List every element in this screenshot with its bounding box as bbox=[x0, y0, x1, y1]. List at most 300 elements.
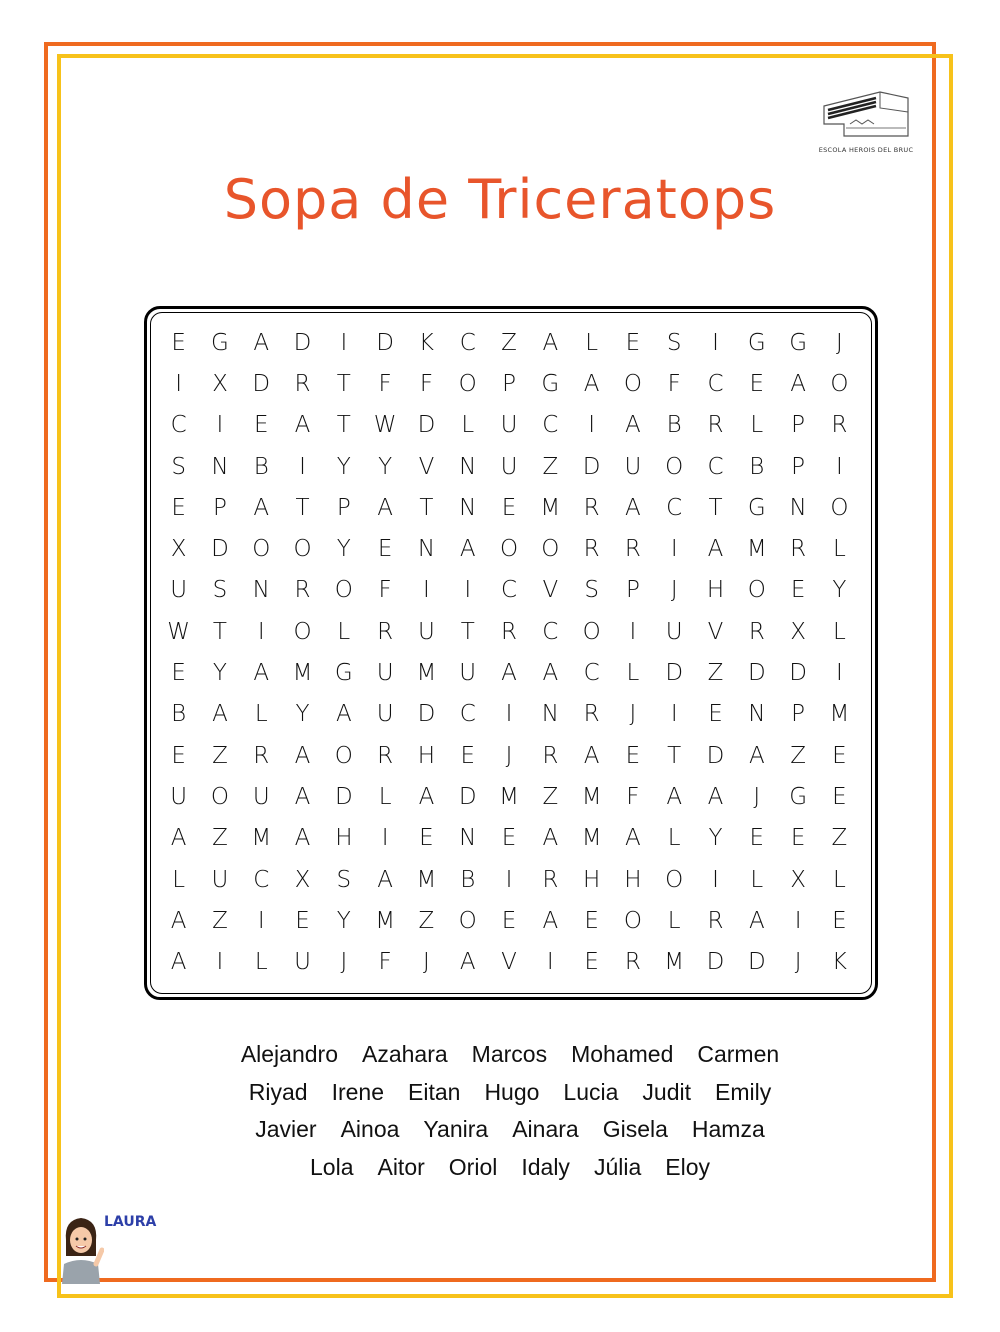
grid-cell[interactable]: A bbox=[459, 949, 476, 976]
grid-cell[interactable]: O bbox=[665, 453, 684, 480]
grid-cell[interactable]: O bbox=[623, 907, 642, 934]
grid-cell[interactable]: I bbox=[423, 577, 430, 604]
grid-cell[interactable]: Y bbox=[378, 453, 393, 480]
grid-cell[interactable]: I bbox=[836, 660, 843, 687]
grid-cell[interactable]: A bbox=[377, 494, 393, 521]
grid-cell[interactable]: I bbox=[588, 412, 596, 439]
grid-cell[interactable]: A bbox=[212, 701, 228, 728]
grid-cell[interactable]: A bbox=[459, 536, 476, 563]
grid-cell[interactable]: O bbox=[541, 536, 560, 563]
grid-cell[interactable]: Z bbox=[790, 742, 806, 769]
grid-cell[interactable]: A bbox=[542, 825, 559, 852]
grid-cell[interactable]: D bbox=[417, 701, 436, 728]
grid-cell[interactable]: U bbox=[418, 618, 435, 645]
grid-cell[interactable]: O bbox=[252, 536, 271, 563]
grid-cell[interactable]: A bbox=[542, 660, 559, 687]
grid-cell[interactable]: I bbox=[381, 825, 389, 852]
grid-cell[interactable]: E bbox=[501, 825, 517, 852]
grid-cell[interactable]: B bbox=[460, 866, 476, 893]
grid-cell[interactable]: X bbox=[790, 618, 806, 645]
grid-cell[interactable]: W bbox=[373, 412, 397, 439]
grid-cell[interactable]: L bbox=[750, 412, 764, 439]
grid-cell[interactable]: R bbox=[790, 536, 807, 563]
grid-cell[interactable]: R bbox=[294, 370, 311, 397]
grid-cell[interactable]: C bbox=[707, 453, 724, 480]
grid-cell[interactable]: I bbox=[505, 701, 513, 728]
grid-cell[interactable]: A bbox=[501, 660, 517, 687]
grid-cell[interactable]: R bbox=[748, 618, 765, 645]
grid-cell[interactable]: L bbox=[750, 866, 764, 893]
grid-cell[interactable]: Z bbox=[707, 660, 724, 687]
grid-cell[interactable]: L bbox=[461, 412, 475, 439]
grid-cell[interactable]: E bbox=[584, 907, 599, 934]
grid-cell[interactable]: M bbox=[540, 494, 561, 521]
grid-cell[interactable]: R bbox=[542, 742, 559, 769]
grid-cell[interactable]: U bbox=[500, 453, 518, 480]
grid-cell[interactable]: Z bbox=[501, 329, 517, 356]
grid-cell[interactable]: F bbox=[419, 370, 434, 397]
grid-cell[interactable]: N bbox=[211, 453, 229, 480]
grid-cell[interactable]: L bbox=[378, 783, 392, 810]
page-title: Sopa de Triceratops bbox=[223, 168, 777, 231]
grid-cell[interactable]: S bbox=[336, 866, 352, 893]
grid-cell[interactable]: P bbox=[791, 453, 806, 480]
grid-cell[interactable]: A bbox=[170, 907, 187, 934]
grid-cell[interactable]: Z bbox=[418, 907, 435, 934]
grid-cell[interactable]: X bbox=[294, 866, 311, 893]
grid-cell[interactable]: U bbox=[500, 412, 518, 439]
grid-cell[interactable]: O bbox=[458, 370, 477, 397]
grid-cell[interactable]: G bbox=[747, 329, 766, 356]
grid-cell[interactable]: P bbox=[625, 577, 640, 604]
grid-cell[interactable]: X bbox=[212, 370, 228, 397]
grid-cell[interactable]: O bbox=[830, 370, 849, 397]
grid-cell[interactable]: G bbox=[789, 783, 808, 810]
grid-cell[interactable]: C bbox=[459, 329, 476, 356]
grid-cell[interactable]: T bbox=[295, 494, 310, 521]
grid-cell[interactable]: A bbox=[170, 949, 187, 976]
grid-cell[interactable]: Y bbox=[336, 536, 351, 563]
grid-cell[interactable]: J bbox=[629, 701, 637, 728]
grid-cell[interactable]: A bbox=[625, 412, 641, 439]
grid-cell[interactable]: A bbox=[377, 866, 393, 893]
word-list-item: Javier bbox=[255, 1116, 317, 1143]
grid-cell[interactable]: D bbox=[582, 453, 601, 480]
grid-cell[interactable]: E bbox=[832, 742, 847, 769]
grid-cell[interactable]: E bbox=[295, 907, 310, 934]
grid-cell[interactable]: C bbox=[666, 494, 683, 521]
grid-cell[interactable]: I bbox=[670, 701, 678, 728]
grid-cell[interactable]: R bbox=[583, 536, 600, 563]
grid-cell[interactable]: F bbox=[626, 783, 640, 810]
grid-cell[interactable]: D bbox=[747, 660, 766, 687]
word-list-item: Aitor bbox=[377, 1153, 425, 1180]
grid-cell[interactable]: B bbox=[666, 412, 682, 439]
grid-cell[interactable]: J bbox=[670, 577, 678, 604]
grid-cell[interactable]: F bbox=[378, 577, 392, 604]
grid-cell[interactable]: L bbox=[667, 907, 681, 934]
grid-cell[interactable]: O bbox=[623, 370, 642, 397]
grid-cell[interactable]: E bbox=[708, 701, 723, 728]
grid-cell[interactable]: U bbox=[376, 701, 394, 728]
grid-cell[interactable]: S bbox=[584, 577, 599, 604]
grid-cell[interactable]: T bbox=[460, 618, 475, 645]
grid-cell[interactable]: G bbox=[211, 329, 229, 356]
grid-cell[interactable]: I bbox=[257, 618, 265, 645]
grid-cell[interactable]: D bbox=[789, 660, 807, 687]
grid-cell[interactable]: L bbox=[172, 866, 186, 893]
grid-cell[interactable]: I bbox=[712, 329, 719, 356]
grid-cell[interactable]: I bbox=[505, 866, 513, 893]
grid-cell[interactable]: L bbox=[667, 825, 681, 852]
grid-cell[interactable]: P bbox=[791, 701, 806, 728]
grid-cell[interactable]: J bbox=[794, 949, 802, 976]
word-list-row bbox=[150, 1074, 870, 1112]
grid-cell[interactable]: L bbox=[626, 660, 640, 687]
grid-cell[interactable]: N bbox=[459, 494, 477, 521]
grid-cell[interactable]: O bbox=[334, 577, 353, 604]
grid-cell[interactable]: A bbox=[253, 494, 270, 521]
grid-cell[interactable]: L bbox=[254, 701, 268, 728]
grid-cell[interactable]: Y bbox=[708, 825, 723, 852]
grid-cell[interactable]: H bbox=[417, 742, 436, 769]
grid-cell[interactable]: C bbox=[459, 701, 476, 728]
grid-cell[interactable]: A bbox=[170, 825, 187, 852]
grid-cell[interactable]: M bbox=[416, 866, 437, 893]
grid-cell[interactable]: A bbox=[294, 825, 311, 852]
grid-cell[interactable]: M bbox=[581, 825, 602, 852]
grid-cell[interactable]: A bbox=[707, 783, 724, 810]
grid-cell[interactable]: S bbox=[171, 453, 186, 480]
grid-cell[interactable]: A bbox=[583, 370, 600, 397]
grid-cell[interactable]: G bbox=[541, 370, 560, 397]
grid-cell[interactable]: G bbox=[747, 494, 766, 521]
grid-cell[interactable]: D bbox=[665, 660, 684, 687]
grid-cell[interactable]: N bbox=[459, 825, 477, 852]
grid-cell[interactable]: X bbox=[170, 536, 187, 563]
grid-cell[interactable]: I bbox=[175, 370, 183, 397]
word-list-item: Hamza bbox=[691, 1116, 765, 1143]
grid-cell[interactable]: I bbox=[216, 949, 224, 976]
word-list-item: Júlia bbox=[593, 1153, 642, 1180]
grid-cell[interactable]: F bbox=[378, 370, 392, 397]
grid-cell[interactable]: B bbox=[749, 453, 765, 480]
grid-cell[interactable]: C bbox=[170, 412, 187, 439]
grid-cell[interactable]: Z bbox=[212, 907, 228, 934]
grid-cell[interactable]: H bbox=[706, 577, 725, 604]
word-list-item: Yanira bbox=[423, 1116, 489, 1143]
grid-cell[interactable]: Y bbox=[336, 907, 351, 934]
grid-cell[interactable]: N bbox=[459, 453, 477, 480]
word-list-item: Judit bbox=[642, 1078, 691, 1105]
grid-cell[interactable]: P bbox=[791, 412, 806, 439]
grid-cell[interactable]: F bbox=[378, 949, 392, 976]
grid-cell[interactable]: I bbox=[464, 577, 472, 604]
grid-cell[interactable]: G bbox=[334, 660, 353, 687]
grid-cell[interactable]: B bbox=[253, 453, 269, 480]
grid-cell[interactable]: T bbox=[336, 412, 351, 439]
grid-cell[interactable]: E bbox=[790, 577, 806, 604]
grid-cell[interactable]: L bbox=[337, 618, 351, 645]
grid-cell[interactable]: V bbox=[707, 618, 724, 645]
grid-cell[interactable]: I bbox=[670, 536, 678, 563]
grid-cell[interactable]: P bbox=[336, 494, 351, 521]
grid-cell[interactable]: W bbox=[167, 618, 191, 645]
grid-cell[interactable]: N bbox=[789, 494, 807, 521]
grid-cell[interactable]: P bbox=[502, 370, 516, 397]
grid-cell[interactable]: R bbox=[624, 949, 641, 976]
grid-cell[interactable]: N bbox=[417, 536, 436, 563]
word-list-item: Lucia bbox=[563, 1078, 619, 1105]
grid-cell[interactable]: C bbox=[253, 866, 270, 893]
grid-cell[interactable]: E bbox=[501, 494, 517, 521]
grid-cell[interactable]: U bbox=[170, 783, 188, 810]
grid-cell[interactable]: E bbox=[377, 536, 393, 563]
word-list-item: Marcos bbox=[471, 1041, 548, 1068]
word-list-item: Alejandro bbox=[240, 1041, 338, 1068]
grid-cell[interactable]: A bbox=[294, 412, 311, 439]
school-logo-caption: ESCOLA HEROIS DEL BRUC bbox=[818, 146, 914, 154]
grid-cell[interactable]: O bbox=[293, 618, 312, 645]
grid-cell[interactable]: R bbox=[377, 742, 394, 769]
grid-cell[interactable]: D bbox=[747, 949, 766, 976]
grid-cell[interactable]: R bbox=[542, 866, 559, 893]
grid-cell[interactable]: O bbox=[830, 494, 849, 521]
grid-cell[interactable]: O bbox=[582, 618, 601, 645]
grid-cell[interactable]: R bbox=[501, 618, 518, 645]
grid-cell[interactable]: V bbox=[542, 577, 559, 604]
grid-cell[interactable]: T bbox=[419, 494, 434, 521]
grid-cell[interactable]: F bbox=[667, 370, 681, 397]
grid-cell[interactable]: A bbox=[707, 536, 724, 563]
grid-cell[interactable]: E bbox=[171, 742, 186, 769]
grid-cell[interactable]: E bbox=[171, 329, 186, 356]
grid-cell[interactable]: Z bbox=[542, 783, 559, 810]
grid-cell[interactable]: E bbox=[171, 660, 186, 687]
grid-cell[interactable]: K bbox=[418, 329, 434, 356]
grid-cell[interactable]: I bbox=[712, 866, 719, 893]
grid-cell[interactable]: A bbox=[294, 742, 311, 769]
grid-cell[interactable]: D bbox=[376, 329, 394, 356]
grid-cell[interactable]: E bbox=[625, 742, 641, 769]
grid-cell[interactable]: O bbox=[210, 783, 229, 810]
grid-cell[interactable]: O bbox=[499, 536, 519, 563]
word-list-row bbox=[150, 1036, 870, 1074]
grid-cell[interactable]: A bbox=[625, 825, 641, 852]
school-building-icon bbox=[820, 84, 912, 142]
grid-cell[interactable]: I bbox=[257, 907, 265, 934]
grid-cell[interactable]: M bbox=[251, 825, 272, 852]
grid-cell[interactable]: I bbox=[216, 412, 224, 439]
grid-cell[interactable]: Z bbox=[542, 453, 559, 480]
grid-cell[interactable]: U bbox=[170, 577, 188, 604]
grid-cell[interactable]: C bbox=[500, 577, 518, 604]
author-name: LAURA bbox=[104, 1214, 157, 1230]
grid-cell[interactable]: E bbox=[584, 949, 599, 976]
grid-cell[interactable]: J bbox=[753, 783, 761, 810]
grid-cell[interactable]: Z bbox=[831, 825, 848, 852]
grid-cell[interactable]: K bbox=[831, 949, 847, 976]
grid-cell[interactable]: T bbox=[667, 742, 682, 769]
grid-cell[interactable]: P bbox=[213, 494, 227, 521]
grid-cell[interactable]: E bbox=[749, 370, 765, 397]
grid-cell[interactable]: A bbox=[542, 907, 559, 934]
grid-cell[interactable]: D bbox=[334, 783, 353, 810]
grid-cell[interactable]: C bbox=[542, 618, 559, 645]
grid-cell[interactable]: S bbox=[666, 329, 682, 356]
grid-cell[interactable]: A bbox=[583, 742, 600, 769]
grid-cell[interactable]: O bbox=[458, 907, 477, 934]
grid-cell[interactable]: S bbox=[212, 577, 228, 604]
grid-cell[interactable]: Y bbox=[832, 577, 847, 604]
grid-cell[interactable]: M bbox=[581, 783, 602, 810]
grid-cell[interactable]: E bbox=[832, 783, 847, 810]
word-list-item: Mohamed bbox=[571, 1041, 674, 1068]
word-list-item: Idaly bbox=[521, 1153, 570, 1180]
grid-cell[interactable]: E bbox=[625, 329, 641, 356]
grid-cell[interactable]: H bbox=[335, 825, 353, 852]
grid-cell[interactable]: L bbox=[585, 329, 599, 356]
grid-cell[interactable]: N bbox=[541, 701, 559, 728]
grid-cell[interactable]: X bbox=[790, 866, 806, 893]
grid-cell[interactable]: O bbox=[665, 866, 684, 893]
grid-cell[interactable]: D bbox=[211, 536, 229, 563]
grid-cell[interactable]: E bbox=[419, 825, 434, 852]
grid-cell[interactable]: R bbox=[583, 494, 600, 521]
school-logo bbox=[814, 84, 918, 160]
grid-cell[interactable]: O bbox=[334, 742, 353, 769]
grid-cell[interactable]: L bbox=[832, 618, 846, 645]
grid-cell[interactable]: V bbox=[418, 453, 435, 480]
grid-cell[interactable]: O bbox=[747, 577, 766, 604]
grid-cell[interactable]: I bbox=[340, 329, 348, 356]
grid-cell[interactable]: J bbox=[423, 949, 430, 976]
grid-cell[interactable]: R bbox=[624, 536, 641, 563]
grid-cell[interactable]: R bbox=[707, 412, 724, 439]
grid-cell[interactable]: I bbox=[299, 453, 306, 480]
grid-cell[interactable]: R bbox=[377, 618, 394, 645]
grid-cell[interactable]: J bbox=[836, 329, 843, 356]
grid-cell[interactable]: U bbox=[376, 660, 394, 687]
grid-cell[interactable]: R bbox=[707, 907, 724, 934]
grid-cell[interactable]: E bbox=[460, 742, 475, 769]
grid-cell[interactable]: A bbox=[625, 494, 641, 521]
grid-cell[interactable]: N bbox=[748, 701, 766, 728]
grid-cell[interactable]: Y bbox=[212, 660, 227, 687]
grid-cell[interactable]: O bbox=[293, 536, 312, 563]
word-list-row bbox=[150, 1149, 870, 1187]
grid-cell[interactable]: L bbox=[254, 949, 268, 976]
grid-cell[interactable]: D bbox=[458, 783, 477, 810]
grid-cell[interactable]: A bbox=[253, 660, 270, 687]
grid-cell[interactable]: E bbox=[253, 412, 269, 439]
grid-cell[interactable]: V bbox=[501, 949, 517, 976]
grid-cell[interactable]: L bbox=[832, 866, 846, 893]
grid-cell[interactable]: I bbox=[794, 907, 802, 934]
grid-cell[interactable]: A bbox=[253, 329, 270, 356]
word-list-item: Eitan bbox=[408, 1078, 461, 1105]
grid-cell[interactable]: B bbox=[171, 701, 187, 728]
word-list-item: Ainara bbox=[512, 1116, 579, 1143]
grid-cell[interactable]: I bbox=[546, 949, 554, 976]
grid-cell[interactable]: A bbox=[335, 701, 352, 728]
grid-cell[interactable]: I bbox=[629, 618, 637, 645]
grid-cell[interactable]: L bbox=[832, 536, 846, 563]
grid-cell[interactable]: R bbox=[294, 577, 311, 604]
word-list-item: Eloy bbox=[665, 1153, 710, 1180]
grid-cell[interactable]: A bbox=[418, 783, 435, 810]
grid-cell[interactable]: C bbox=[583, 660, 600, 687]
grid-cell[interactable]: D bbox=[417, 412, 436, 439]
grid-cell[interactable]: D bbox=[706, 742, 725, 769]
grid-cell[interactable]: I bbox=[836, 453, 843, 480]
grid-cell[interactable]: C bbox=[707, 370, 724, 397]
grid-cell[interactable]: M bbox=[746, 536, 767, 563]
grid-cell[interactable]: C bbox=[542, 412, 559, 439]
word-list-row bbox=[150, 1111, 870, 1149]
grid-cell[interactable]: U bbox=[294, 949, 311, 976]
grid-cell[interactable]: D bbox=[252, 370, 271, 397]
grid-cell[interactable]: A bbox=[542, 329, 559, 356]
grid-cell[interactable]: R bbox=[583, 701, 600, 728]
grid-cell[interactable]: U bbox=[211, 866, 229, 893]
grid-cell[interactable]: A bbox=[666, 783, 683, 810]
grid-cell[interactable]: T bbox=[212, 618, 227, 645]
grid-cell[interactable]: M bbox=[829, 701, 850, 728]
grid-cell[interactable]: Z bbox=[212, 742, 228, 769]
word-list-item: Lola bbox=[310, 1153, 354, 1180]
grid-cell[interactable]: M bbox=[292, 660, 313, 687]
grid-cell[interactable]: M bbox=[375, 907, 396, 934]
word-list-item: Azahara bbox=[362, 1041, 448, 1068]
grid-cell[interactable]: D bbox=[293, 329, 312, 356]
word-list-item: Carmen bbox=[697, 1041, 780, 1068]
grid-cell[interactable]: J bbox=[505, 742, 513, 769]
word-search-grid[interactable] bbox=[158, 322, 860, 983]
grid-cell[interactable]: H bbox=[624, 866, 642, 893]
word-list bbox=[150, 1036, 870, 1186]
grid-cell[interactable]: U bbox=[252, 783, 270, 810]
grid-cell[interactable]: U bbox=[459, 660, 477, 687]
grid-cell[interactable]: E bbox=[790, 825, 806, 852]
grid-cell[interactable]: H bbox=[582, 866, 601, 893]
grid-cell[interactable]: E bbox=[171, 494, 186, 521]
grid-cell[interactable]: Y bbox=[295, 701, 310, 728]
grid-cell[interactable]: J bbox=[340, 949, 348, 976]
grid-cell[interactable]: N bbox=[252, 577, 270, 604]
grid-cell[interactable]: A bbox=[748, 742, 765, 769]
grid-cell[interactable]: E bbox=[749, 825, 765, 852]
grid-cell[interactable]: A bbox=[748, 907, 765, 934]
grid-cell[interactable]: Z bbox=[212, 825, 228, 852]
grid-cell[interactable]: R bbox=[253, 742, 270, 769]
grid-cell[interactable]: E bbox=[501, 907, 517, 934]
grid-cell[interactable]: E bbox=[832, 907, 847, 934]
grid-cell[interactable]: T bbox=[336, 370, 351, 397]
grid-cell[interactable]: T bbox=[708, 494, 723, 521]
grid-cell[interactable]: A bbox=[294, 783, 311, 810]
grid-cell[interactable]: Y bbox=[336, 453, 351, 480]
grid-cell[interactable]: U bbox=[665, 618, 683, 645]
grid-cell[interactable]: G bbox=[789, 329, 808, 356]
grid-cell[interactable]: R bbox=[831, 412, 848, 439]
grid-cell[interactable]: A bbox=[790, 370, 806, 397]
grid-cell[interactable]: M bbox=[416, 660, 437, 687]
grid-cell[interactable]: M bbox=[664, 949, 685, 976]
grid-cell[interactable]: M bbox=[499, 783, 519, 810]
grid-cell[interactable]: D bbox=[706, 949, 725, 976]
grid-cell[interactable]: U bbox=[624, 453, 642, 480]
